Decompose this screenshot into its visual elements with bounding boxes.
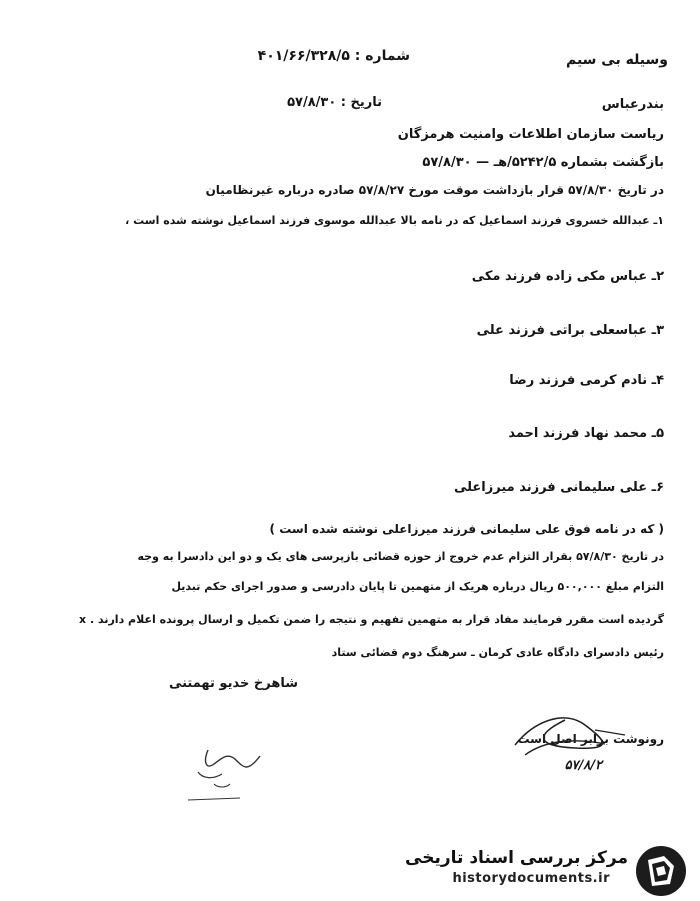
list-item: ۲ـ عباس مکی زاده فرزند مکی bbox=[471, 269, 664, 284]
recipient-city: بندرعباس bbox=[601, 97, 664, 112]
document-number: شماره : ۴۰۱/۶۶/۳۲۸/۵ bbox=[257, 48, 410, 64]
archive-url: historydocuments.ir bbox=[452, 871, 610, 886]
signatory-title: رئیس دادسرای دادگاه عادی کرمان ـ سرهنگ دوم قضائی ستاد bbox=[331, 646, 664, 659]
body-line: التزام مبلغ ۵۰۰,۰۰۰ ریال درباره هریک از متهمین تا پایان دادرسی و صدور اجرای حکم تبدیل bbox=[171, 580, 664, 593]
handwritten-signature-left bbox=[178, 742, 268, 812]
copy-certified-note: رونوشت برابر اصل است bbox=[517, 732, 664, 746]
list-item: ۱ـ عبدالله خسروی فرزند اسماعیل که در نامه بالا عبدالله موسوی فرزند اسماعیل نوشته شده است ، bbox=[125, 214, 664, 227]
list-item: ۳ـ عباسعلی براتی فرزند علی bbox=[476, 323, 664, 338]
archive-logo-icon bbox=[634, 844, 688, 898]
body-line: ( که در نامه فوق علی سلیمانی فرزند میرزاعلی نوشته شده است ) bbox=[269, 522, 664, 536]
list-item: ۶ـ علی سلیمانی فرزند میرزاعلی bbox=[453, 480, 664, 495]
signatory-name: شاهرخ خدیو تهمتنی bbox=[168, 676, 298, 691]
body-line: گردیده است مقرر فرمایند مفاد قرار به متهمین تفهیم و نتیجه را ضمن تکمیل و ارسال پرونده اعلام دارند . x bbox=[79, 613, 664, 626]
body-line: در تاریخ ۵۷/۸/۳۰ بقرار التزام عدم خروج از حوزه قضائی بازپرسی های یک و دو این دادسرا به وجه bbox=[137, 550, 664, 563]
list-item: ۴ـ نادم کرمی فرزند رضا bbox=[509, 373, 664, 388]
body-line: ریاست سازمان اطلاعات وامنیت هرمزگان bbox=[397, 127, 664, 142]
delivery-method: وسیله بی سیم bbox=[565, 52, 668, 68]
list-item: ۵ـ محمد نهاد فرزند احمد bbox=[508, 426, 664, 441]
archive-footer bbox=[0, 838, 700, 901]
handwritten-signature-right bbox=[505, 700, 645, 770]
document-date: تاریخ : ۵۷/۸/۳۰ bbox=[287, 95, 382, 110]
copy-date: ۵۷/۸/۲ bbox=[564, 758, 602, 773]
body-line: در تاریخ ۵۷/۸/۳۰ قرار بازداشت موقت مورخ ۵۷/۸/۲۷ صادره درباره غیرنظامیان bbox=[205, 183, 664, 197]
archive-name: مرکز بررسی اسناد تاریخی bbox=[405, 848, 628, 868]
body-line: بازگشت بشماره ۵۲۴۲/۵/هـ — ۵۷/۸/۳۰ bbox=[422, 155, 664, 170]
